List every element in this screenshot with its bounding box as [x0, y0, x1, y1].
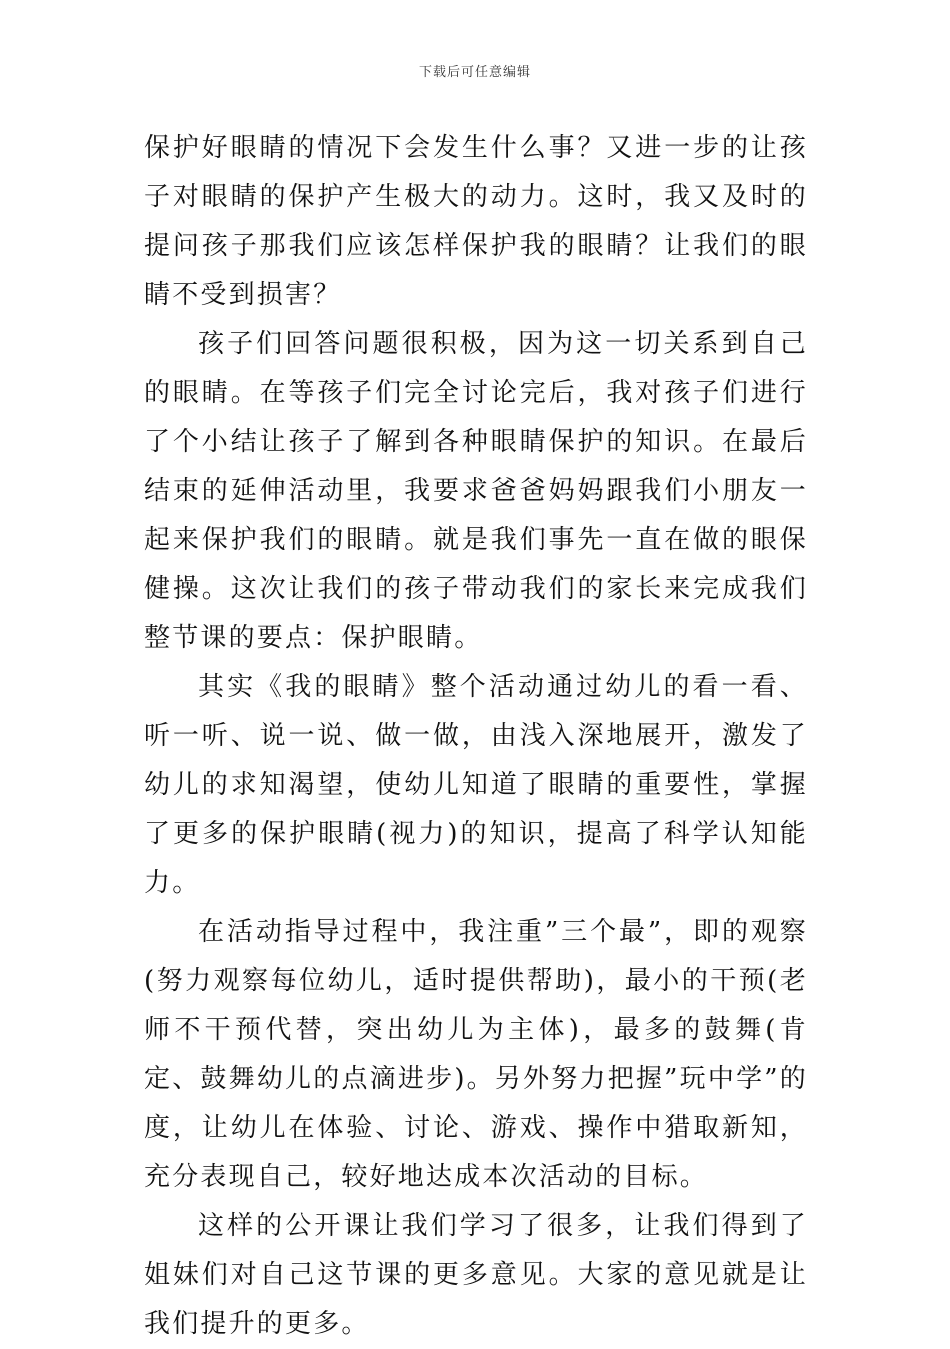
paragraph-1: 保护好眼睛的情况下会发生什么事？又进一步的让孩子对眼睛的保护产生极大的动力。这时，我又及时的提问孩子那我们应该怎样保护我的眼睛？让我们的眼睛不受到损害？	[144, 133, 808, 310]
paragraph-4: 在活动指导过程中，我注重”三个最”，即的观察(努力观察每位幼儿，适时提供帮助)，最小的干预(老师不干预代替，突出幼儿为主体)，最多的鼓舞(肯定、鼓舞幼儿的点滴进步)。另外努力把握”玩中学”的度，让幼儿在体验、讨论、游戏、操作中猎取新知，充分表现自己，较好地达成本次活动的目标。	[144, 917, 808, 1192]
page-header: 下载后可任意编辑	[418, 65, 531, 80]
paragraph-2: 孩子们回答问题很积极，因为这一切关系到自己的眼睛。在等孩子们完全讨论完后，我对孩子们进行了个小结让孩子了解到各种眼睛保护的知识。在最后结束的延伸活动里，我要求爸爸妈妈跟我们小朋友一起来保护我们的眼睛。就是我们事先一直在做的眼保健操。这次让我们的孩子带动我们的家长来完成我们整节课的要点：保护眼睛。	[144, 329, 808, 653]
paragraph-5: 这样的公开课让我们学习了很多，让我们得到了姐妹们对自己这节课的更多意见。大家的意见就是让我们提升的更多。	[144, 1211, 808, 1339]
paragraph-3: 其实《我的眼睛》整个活动通过幼儿的看一看、听一听、说一说、做一做，由浅入深地展开，激发了幼儿的求知渴望，使幼儿知道了眼睛的重要性，掌握了更多的保护眼睛(视力)的知识，提高了科学认知能力。	[144, 672, 808, 898]
document-body	[144, 124, 808, 1349]
